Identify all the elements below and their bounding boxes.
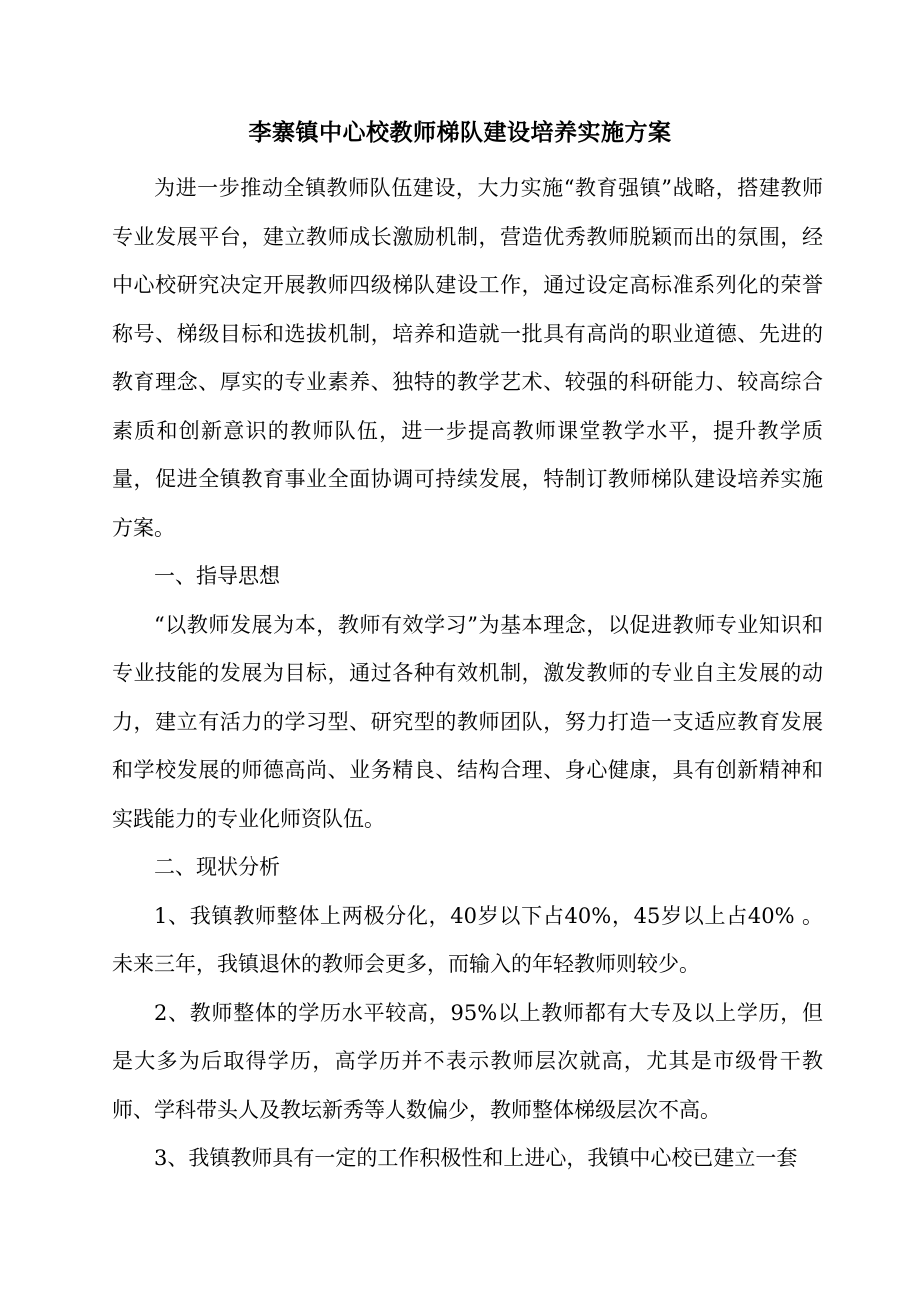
status-item-2: 2、教师整体的学历水平较高，95%以上教师都有大专及以上学历，但是大多为后取得学历，高学历并不表示教师层次就高，尤其是市级骨干教师、学科带头人及教坛新秀等人数偏少，教师整体梯级层次不高。 [112, 1000, 823, 1122]
section-heading-guiding-ideology: 一、指导思想 [154, 564, 280, 588]
status-item-1: 1、我镇教师整体上两极分化，40岁以下占40%，45岁以上占40% 。未来三年，我镇退休的教师会更多，而输入的年轻教师则较少。 [112, 903, 823, 976]
intro-paragraph: 为进一步推动全镇教师队伍建设，大力实施“教育强镇”战略，搭建教师专业发展平台，建立教师成长激励机制，营造优秀教师脱颖而出的氛围，经中心校研究决定开展教师四级梯队建设工作，通过设定高标准系列化的荣誉称号、梯级目标和选拔机制，培养和造就一批具有高尚的职业道德、先进的教育理念、厚实的专业素养、独特的教学艺术、较强的科研能力、较高综合素质和创新意识的教师队伍，进一步提高教师课堂教学水平，提升教学质量，促进全镇教育事业全面协调可持续发展，特制订教师梯队建设培养实施方案。 [112, 176, 823, 540]
guiding-ideology-paragraph: “以教师发展为本，教师有效学习”为基本理念，以促进教师专业知识和专业技能的发展为目标，通过各种有效机制，激发教师的专业自主发展的动力，建立有活力的学习型、研究型的教师团队，努力打造一支适应教育发展和学校发展的师德高尚、业务精良、结构合理、身心健康，具有创新精神和实践能力的专业化师资队伍。 [112, 612, 823, 831]
document-title: 李寨镇中心校教师梯队建设培养实施方案 [248, 119, 672, 146]
section-heading-status-analysis: 二、现状分析 [154, 855, 280, 879]
document-body [112, 164, 823, 1183]
status-item-3: 3、我镇教师具有一定的工作积极性和上进心，我镇中心校已建立一套 [154, 1146, 798, 1170]
